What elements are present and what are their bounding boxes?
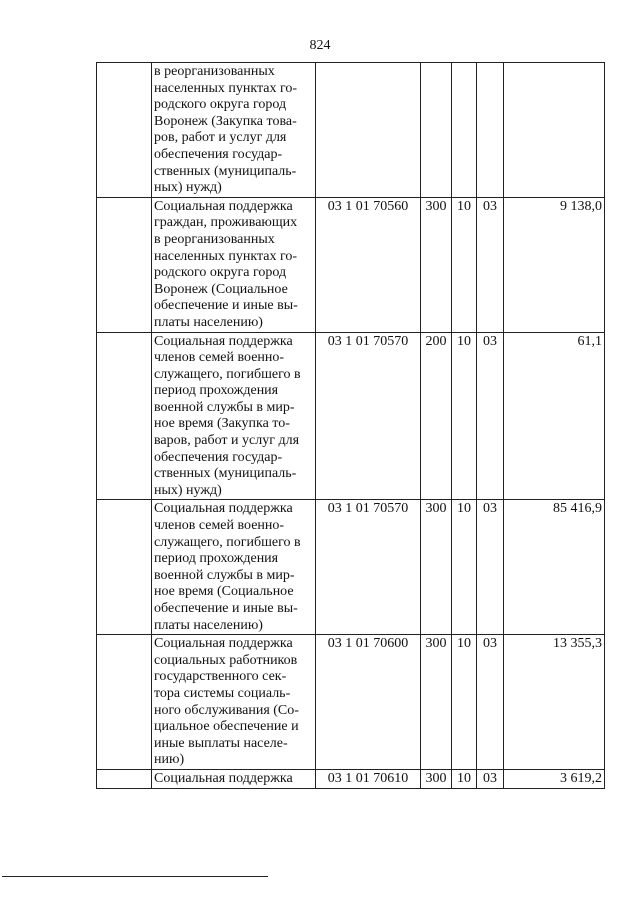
subsection-cell: 03 — [477, 635, 504, 770]
row-number-cell — [97, 635, 152, 770]
item-name-cell: Социальная поддержка членов семей военно- служащего, погибшего в период прохождения военной службы в мир- ное время (Социальное обеспечение и иные вы- платы населению) — [152, 500, 316, 635]
item-name-cell: Социальная поддержка членов семей военно- служащего, погибшего в период прохождения военной службы в мир- ное время (Закупка то- варов, работ и услуг для обеспечения государ- ственных (муниципаль- ных) нужд) — [152, 332, 316, 500]
table-row — [97, 500, 605, 635]
sum-cell: 61,1 — [504, 332, 605, 500]
row-number-cell — [97, 332, 152, 500]
sum-cell: 9 138,0 — [504, 197, 605, 332]
subsection-cell: 03 — [477, 500, 504, 635]
section-cell: 10 — [452, 769, 477, 788]
sum-cell: 13 355,3 — [504, 635, 605, 770]
sum-cell — [504, 63, 605, 198]
section-cell: 10 — [452, 500, 477, 635]
sum-cell: 85 416,9 — [504, 500, 605, 635]
row-number-cell — [97, 500, 152, 635]
table-row — [97, 635, 605, 770]
item-name-cell: Социальная поддержка — [152, 769, 316, 788]
table-row — [97, 332, 605, 500]
target-article-code-cell: 03 1 01 70560 — [316, 197, 421, 332]
section-cell: 10 — [452, 332, 477, 500]
item-name-cell: Социальная поддержка социальных работников государственного сек- тора системы социаль- ного обслуживания (Со- циальное обеспечение и иные выплаты населе- нию) — [152, 635, 316, 770]
subsection-cell — [477, 63, 504, 198]
row-number-cell — [97, 197, 152, 332]
subsection-cell: 03 — [477, 769, 504, 788]
page-number: 824 — [309, 38, 331, 53]
table-row — [97, 63, 605, 198]
section-cell: 10 — [452, 635, 477, 770]
row-number-cell — [97, 769, 152, 788]
footnote-separator — [2, 876, 268, 877]
expense-group-cell — [421, 63, 452, 198]
budget-table — [96, 62, 605, 789]
target-article-code-cell: 03 1 01 70600 — [316, 635, 421, 770]
target-article-code-cell: 03 1 01 70570 — [316, 332, 421, 500]
target-article-code-cell — [316, 63, 421, 198]
item-name-cell: Социальная поддержка граждан, проживающих в реорганизованных населенных пунктах го- родского округа город Воронеж (Социальное обеспечение и иные вы- платы населению) — [152, 197, 316, 332]
row-number-cell — [97, 63, 152, 198]
expense-group-cell: 200 — [421, 332, 452, 500]
expense-group-cell: 300 — [421, 500, 452, 635]
subsection-cell: 03 — [477, 197, 504, 332]
expense-group-cell: 300 — [421, 635, 452, 770]
target-article-code-cell: 03 1 01 70570 — [316, 500, 421, 635]
section-cell: 10 — [452, 197, 477, 332]
section-cell — [452, 63, 477, 198]
target-article-code-cell: 03 1 01 70610 — [316, 769, 421, 788]
item-name-cell: в реорганизованных населенных пунктах го- родского округа город Воронеж (Закупка това- ров, работ и услуг для обеспечения государ- ственных (муниципаль- ных) нужд) — [152, 63, 316, 198]
table-row — [97, 197, 605, 332]
sum-cell: 3 619,2 — [504, 769, 605, 788]
subsection-cell: 03 — [477, 332, 504, 500]
expense-group-cell: 300 — [421, 769, 452, 788]
table-row — [97, 769, 605, 788]
expense-group-cell: 300 — [421, 197, 452, 332]
